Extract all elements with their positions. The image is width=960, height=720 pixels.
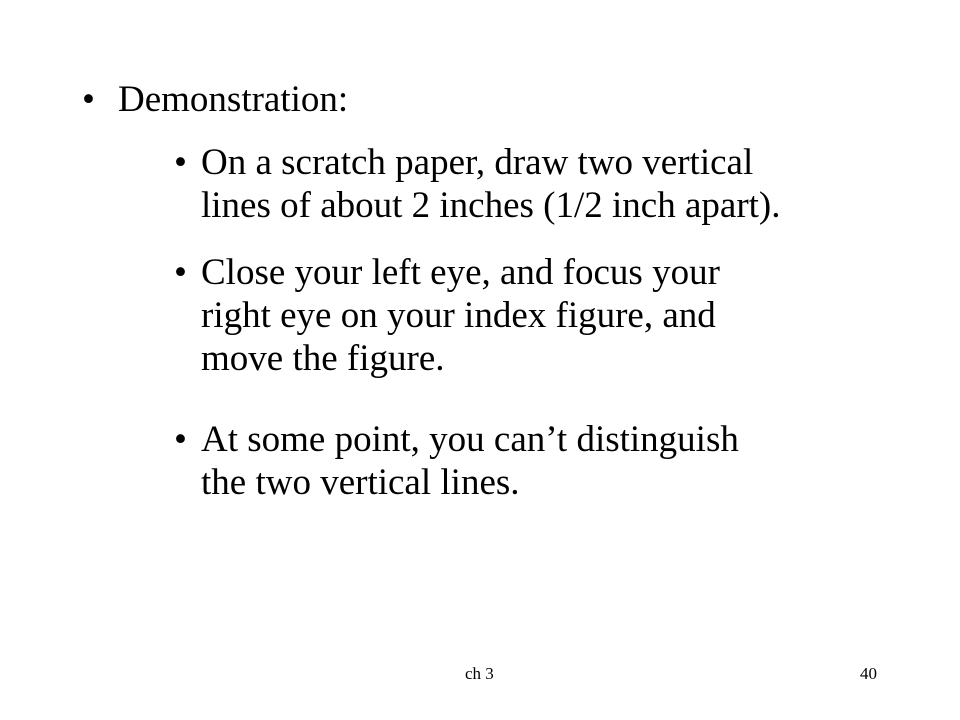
sub-bullet-text	[201, 418, 894, 504]
sub-bullet-distinguish	[174, 418, 894, 504]
heading-text: Demonstration:	[118, 79, 349, 120]
bullet-dot-icon: •	[174, 142, 187, 183]
sub-bullet-scratch-paper	[174, 141, 894, 227]
bullet-demonstration	[82, 78, 902, 121]
sub-bullet-close-eye	[174, 251, 894, 380]
bullet-dot-icon: •	[174, 252, 187, 293]
sub-bullet-text	[201, 251, 894, 380]
text-line: right eye on your index figure, and	[201, 295, 716, 336]
text-line: lines of about 2 inches (1/2 inch apart).	[201, 185, 781, 226]
bullet-dot-icon: •	[174, 419, 187, 460]
text-line: the two vertical lines.	[201, 462, 520, 503]
text-line: move the figure.	[201, 338, 445, 379]
bullet-dot-icon: •	[82, 79, 95, 120]
footer-chapter: ch 3	[465, 664, 494, 683]
text-line: On a scratch paper, draw two vertical	[201, 142, 754, 183]
text-line: Close your left eye, and focus your	[201, 252, 720, 293]
text-line: At some point, you can’t distinguish	[201, 419, 739, 460]
sub-bullet-text	[201, 141, 894, 227]
footer-page-number: 40	[860, 664, 877, 683]
